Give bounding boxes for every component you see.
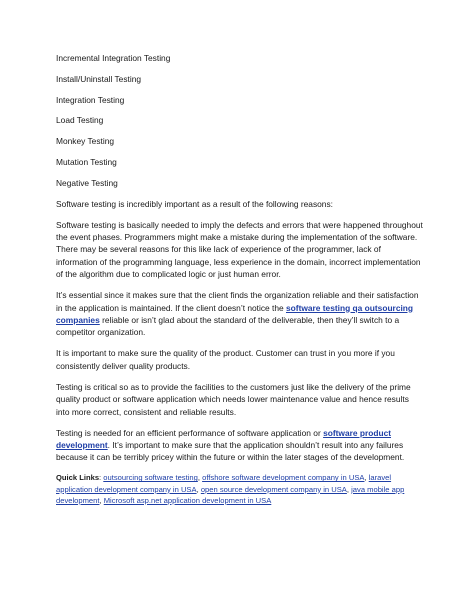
paragraph-client-satisfaction: [56, 289, 424, 339]
paragraph-facilities: Testing is critical so as to provide the facilities to the customers just like the delivery of the prime quality product or software application which needs lower maintenance value and hence results into more correct, consistent and reliable results.: [56, 381, 411, 417]
link-separator: ,: [364, 473, 369, 483]
link-separator: ,: [196, 484, 201, 494]
paragraph-text: It’s essential since it makes sure that the client finds the organization reliable and their satisfaction in the application is maintained. If the client doesn’t notice the: [56, 290, 419, 313]
list-item: Install/Uninstall Testing: [56, 73, 142, 84]
page-content: [56, 52, 424, 506]
paragraph-quality: It is important to make sure the quality of the product. Customer can trust in you more if you consistently deliver quality products.: [56, 348, 395, 371]
quick-link[interactable]: offshore software development company in USA: [202, 473, 365, 483]
paragraph-defects: Software testing is basically needed to imply the defects and errors that were happened throughout the event phases. Programmers might make a mistake during the implementation of the software. There may be several reasons for this like lack of experience of the programmer, lack of information of the programming language, less experience in the domain, incorrect implementation of the algorithm due to complicated logic or just human error.: [56, 219, 423, 280]
paragraph-performance: [56, 427, 424, 464]
testing-types-list: [56, 52, 424, 189]
link-separator: ,: [346, 484, 352, 494]
list-item: Incremental Integration Testing: [56, 53, 171, 63]
list-item: Mutation Testing: [56, 156, 117, 167]
paragraph-text: reliable or isn’t glad about the standard of the deliverable, then they’ll switch to a competitor organization.: [56, 315, 400, 338]
list-item: Integration Testing: [56, 94, 125, 105]
quick-link[interactable]: outsourcing software testing: [103, 473, 198, 483]
quick-link[interactable]: java mobile app development: [56, 484, 405, 505]
quick-link[interactable]: open source development company in USA: [200, 484, 347, 494]
quick-links-title: Quick Links: [56, 473, 100, 483]
software-testing-qa-outsourcing-link[interactable]: software testing qa outsourcing companies: [56, 302, 414, 326]
list-item: Monkey Testing: [56, 136, 115, 147]
quick-links: [56, 472, 424, 506]
list-item: Load Testing: [56, 115, 104, 126]
quick-link[interactable]: laravel application development company in USA: [56, 473, 392, 494]
link-separator: ,: [197, 473, 203, 483]
link-separator: ,: [99, 495, 104, 505]
quick-links-colon: :: [99, 473, 102, 483]
software-product-development-link[interactable]: software product development: [56, 427, 392, 451]
intro-paragraph: Software testing is incredibly important as a result of the following reasons:: [56, 198, 333, 209]
list-item: Negative Testing: [56, 177, 118, 188]
paragraph-text: . It’s important to make sure that the application shouldn’t result into any failures because it can be terribly pricey within the future or within the later stages of the development.: [56, 440, 405, 463]
paragraph-text: Testing is needed for an efficient performance of software application or: [56, 427, 324, 438]
quick-link[interactable]: Microsoft asp.net application development in USA: [103, 495, 272, 505]
